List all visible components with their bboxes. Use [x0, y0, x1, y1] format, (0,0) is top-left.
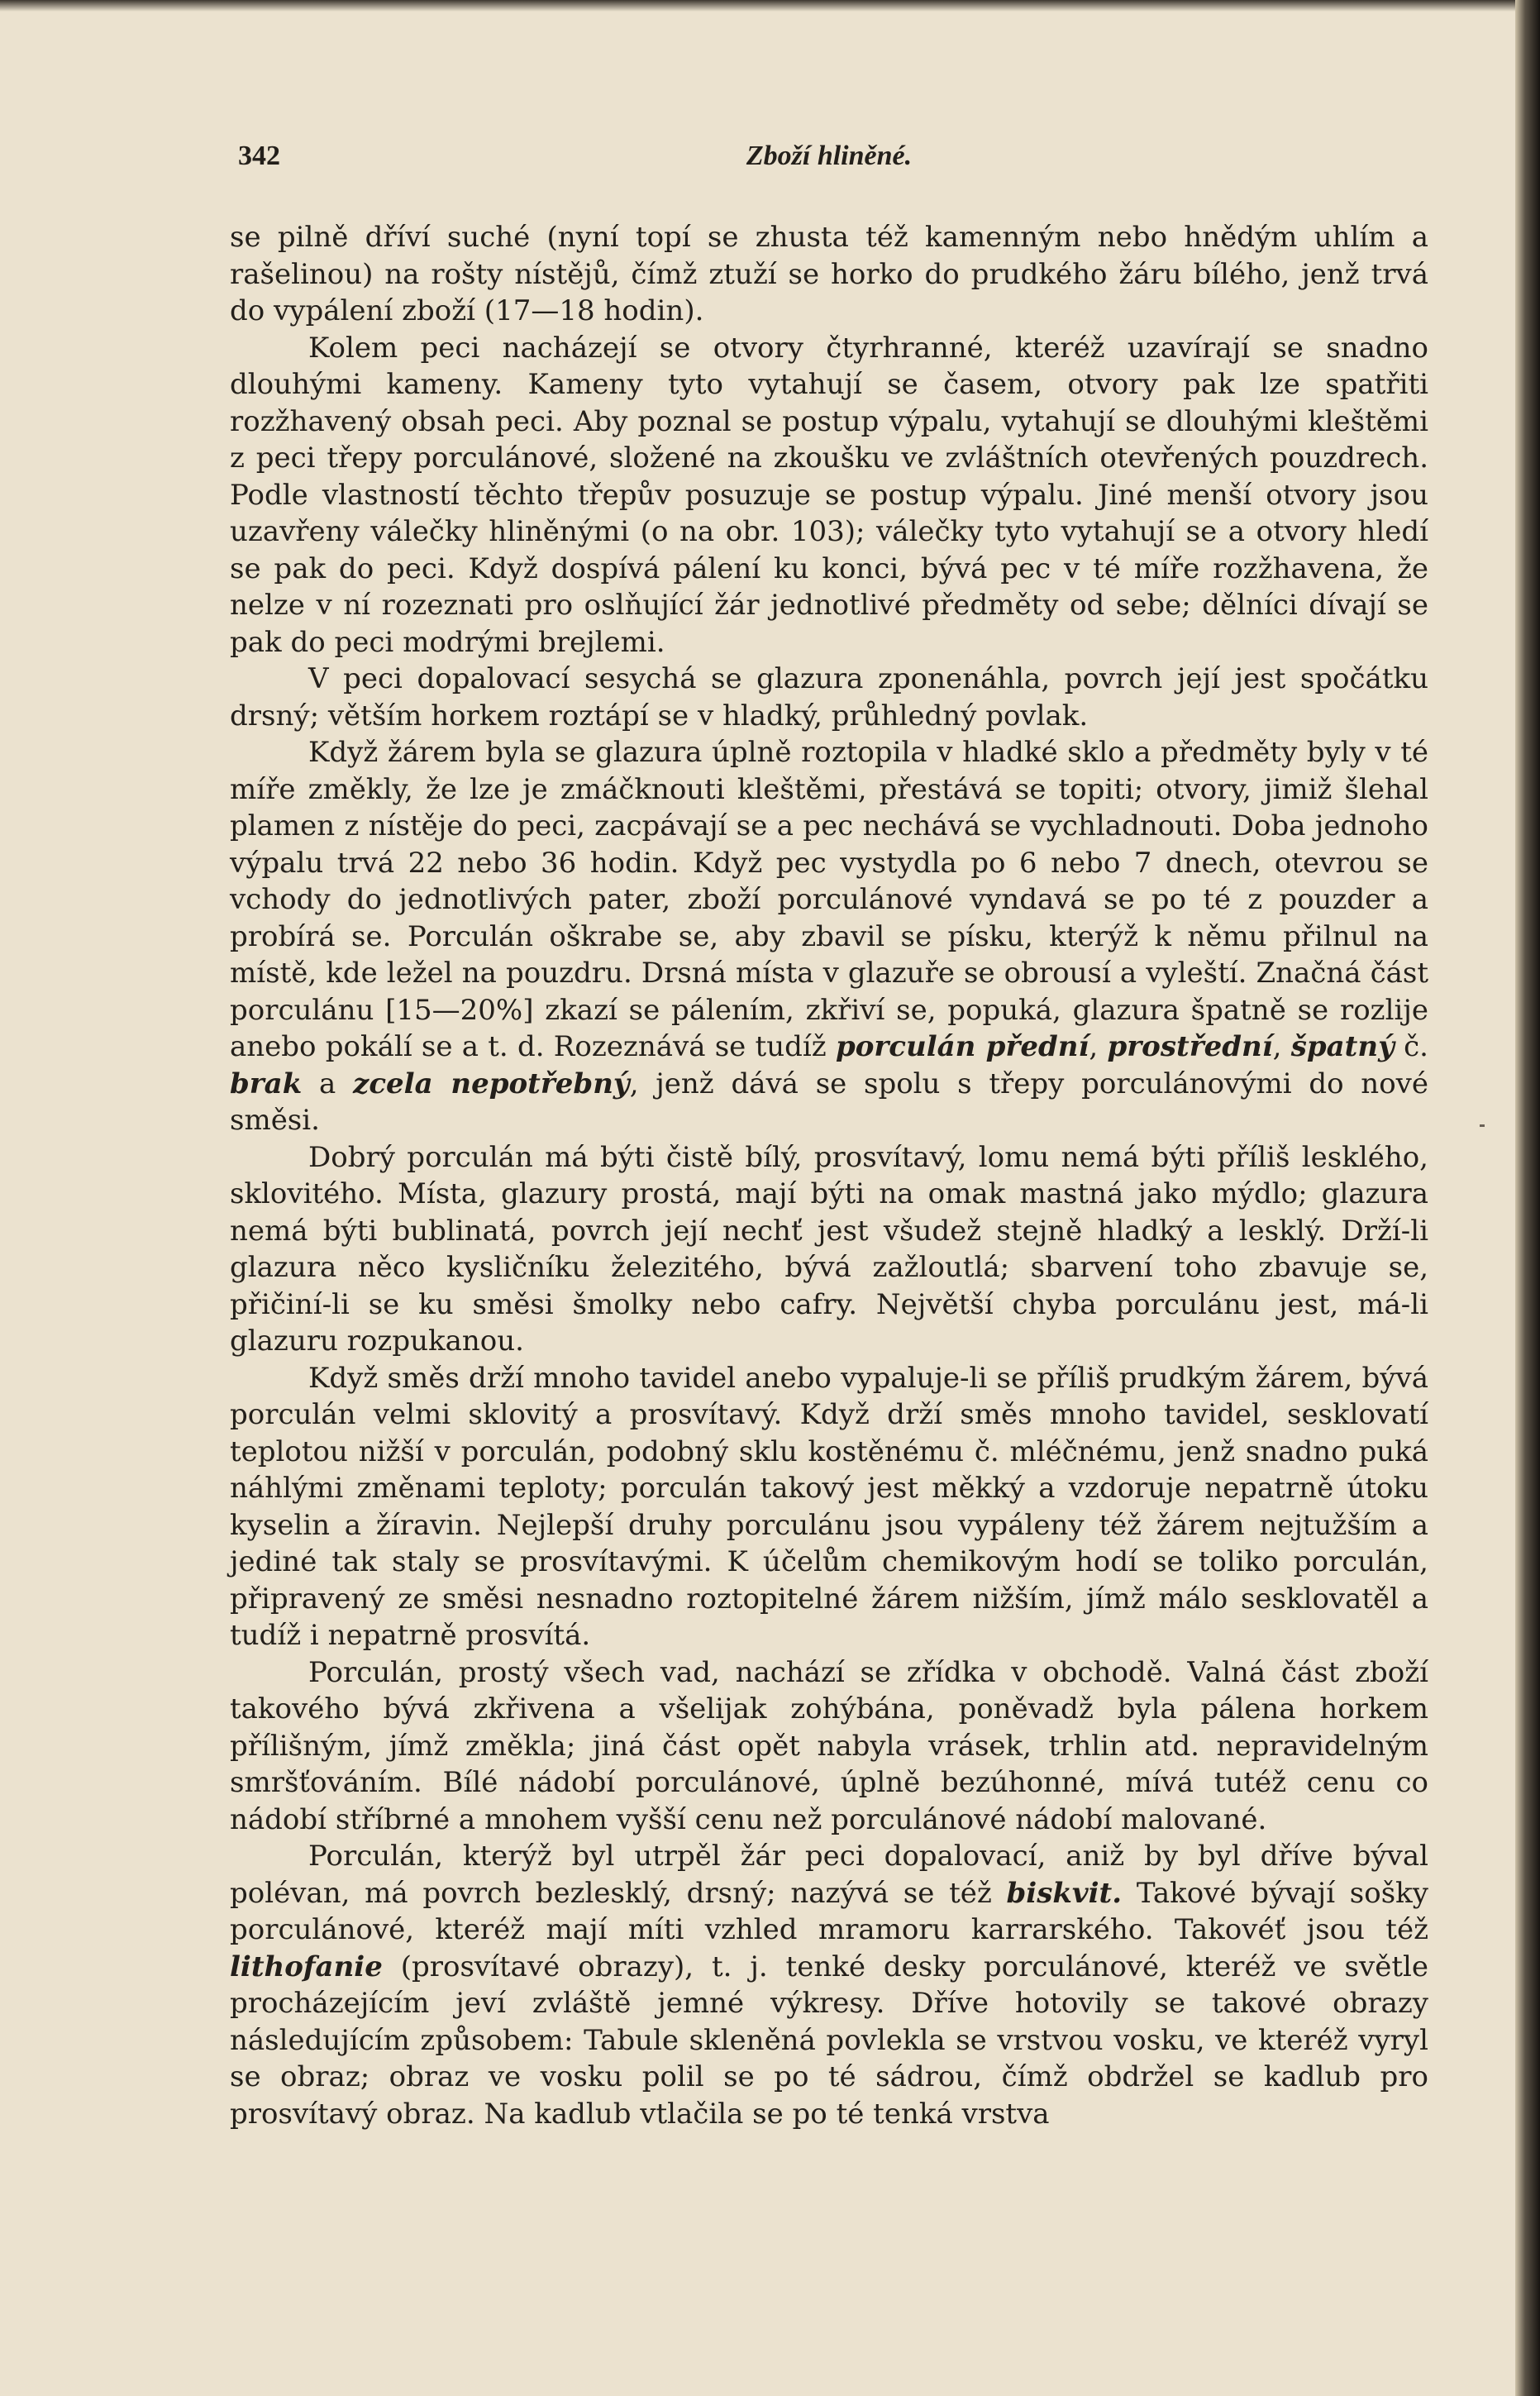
term-zcela-nepotrebny: zcela nepotřebný — [353, 1067, 630, 1100]
paragraph-4-tail: , jenž dává se spolu s třepy porculánovými do nové směsi. — [230, 1067, 1428, 1137]
paragraph-1: se pilně dříví suché (nyní topí se zhusta též kamenným nebo hnědým uhlím a rašelinou) na rošty nístějů, čímž ztuží se horko do prudkého žáru bílého, jenž trvá do vypálení zboží (17—18 hodin). — [230, 221, 1428, 327]
term-porculan-predni: porculán přední — [835, 1030, 1089, 1063]
paragraph-8 — [230, 1838, 1428, 2132]
book-spine-shadow — [1515, 0, 1540, 2396]
paragraph-6: Když směs drží mnoho tavidel anebo vypaluje-li se příliš prudkým žárem, bývá porculán velmi sklovitý a prosvítavý. Když drží směs mnoho tavidel, sesklovatí teplotou nižší v porculán, podobný sklu kostěnému č. mléčnému, jenž snadno puká náhlými změnami teploty; porculán takový jest měkký a vzdoruje nepatrně útoku kyselin a žíravin. Nejlepší druhy porculánu jsou vypáleny též žárem nejtužším a jediné tak staly se prosvítavými. K účelům chemikovým hodí se toliko porculán, připravený ze směsi nesnadno roztopitelné žárem nižším, jímž málo sesklovatěl a tudíž i nepatrně prosvítá. — [230, 1361, 1428, 1652]
term-prostredni: prostřední — [1107, 1030, 1273, 1063]
running-title: Zboží hliněné. — [746, 141, 913, 171]
book-page — [230, 141, 1428, 2373]
paragraph-8-text: Porculán, kterýž byl utrpěl žár peci dopalovací, aniž by byl dříve býval polévan, má povrch bezlesklý, drsný; nazývá se též — [230, 1840, 1428, 1910]
paragraph-4-sep-1: , — [1089, 1030, 1108, 1063]
paragraph-4 — [230, 734, 1428, 1139]
term-biskvit: biskvit. — [1006, 1876, 1123, 1910]
body-text — [230, 219, 1428, 2132]
paragraph-8-mid: Takové bývají sošky porculánové, kteréž mají míti vzhled mramoru karrarského. Takovéť jsou též — [230, 1876, 1428, 1946]
paragraph-4-sep-2: , — [1272, 1030, 1291, 1063]
term-lithofanie: lithofanie — [230, 1950, 383, 1983]
paragraph-4-sep-3: č. — [1394, 1030, 1428, 1063]
paragraph-3: V peci dopalovací sesychá se glazura zponenáhla, povrch její jest spočátku drsný; větším horkem roztápí se v hladký, průhledný povlak. — [230, 662, 1428, 733]
scan-top-edge — [0, 0, 1540, 12]
running-head — [230, 141, 1428, 190]
paragraph-8-tail: (prosvítavé obrazy), t. j. tenké desky porculánové, kteréž ve světle procházejícím jeví zvláště jemné výkresy. Dříve hotovily se takové obrazy následujícím způsobem: Tabule skleněná povlekla se vrstvou vosku, ve kteréž vyryl se obraz; obraz ve vosku polil se po té sádrou, čímž obdržel se kadlub pro prosvítavý obraz. Na kadlub vtlačila se po té tenká vrstva — [230, 1950, 1428, 2131]
paragraph-4-sep-4: a — [302, 1067, 354, 1100]
page-number: 342 — [238, 141, 280, 171]
paragraph-2: Kolem peci nacházejí se otvory čtyrhranné, kteréž uzavírají se snadno dlouhými kameny. Kameny tyto vytahují se časem, otvory pak lze spatřiti rozžhavený obsah peci. Aby poznal se postup výpalu, vytahují se dlouhými kleštěmi z peci třepy porculánové, složené na zkoušku ve zvláštních otevřených pouzdrech. Podle vlastností těchto třepův posuzuje se postup výpalu. Jiné menší otvory jsou uzavřeny válečky hliněnými (o na obr. 103); válečky tyto vytahují se a otvory hledí se pak do peci. Když dospívá pálení ku konci, bývá pec v té míře rozžhavena, že nelze v ní rozeznati pro oslňující žár jednotlivé předměty od sebe; dělníci dívají se pak do peci modrými brejlemi. — [230, 331, 1428, 659]
term-brak: brak — [230, 1067, 303, 1100]
scan-mark — [1480, 1124, 1485, 1127]
term-spatny: špatný — [1290, 1030, 1395, 1063]
paragraph-5: Dobrý porculán má býti čistě bílý, prosvítavý, lomu nemá býti příliš lesklého, sklovitého. Místa, glazury prostá, mají býti na omak mastná jako mýdlo; glazura nemá býti bublinatá, povrch její nechť jest všudež stejně hladký a lesklý. Drží-li glazura něco kysličníku železitého, bývá zažloutlá; sbarvení toho zbavuje se, přičiní-li se ku směsi šmolky nebo cafry. Největší chyba porculánu jest, má-li glazuru rozpukanou. — [230, 1140, 1428, 1358]
paragraph-4-text: Když žárem byla se glazura úplně roztopila v hladké sklo a předměty byly v té míře změkly, že lze je zmáčknouti kleštěmi, přestává se topiti; otvory, jimiž šlehal plamen z nístěje do peci, zacpávají se a pec nechává se vychladnouti. Doba jednoho výpalu trvá 22 nebo 36 hodin. Když pec vystydla po 6 nebo 7 dnech, otevrou se vchody do jednotlivých pater, zboží porculánové vyndavá se po té z pouzder a probírá se. Porculán oškrabe se, aby zbavil se písku, kterýž k němu přilnul na místě, kde ležel na pouzdru. Drsná místa v glazuře se obrousí a vyleští. Značná část porculánu [15—20%] zkazí se pálením, zkřiví se, popuká, glazura špatně se rozlije anebo pokálí se a t. d. Rozeznává se tudíž — [230, 736, 1428, 1063]
paragraph-7: Porculán, prostý všech vad, nachází se zřídka v obchodě. Valná část zboží takového bývá zkřivena a všelijak zohýbána, poněvadž byla pálena horkem přílišným, jímž změkla; jiná část opět nabyla vrásek, trhlin atd. nepravidelným smršťováním. Bílé nádobí porculánové, úplně bezúhonné, mívá tutéž cenu co nádobí stříbrné a mnohem vyšší cenu než porculánové nádobí malované. — [230, 1655, 1428, 1836]
